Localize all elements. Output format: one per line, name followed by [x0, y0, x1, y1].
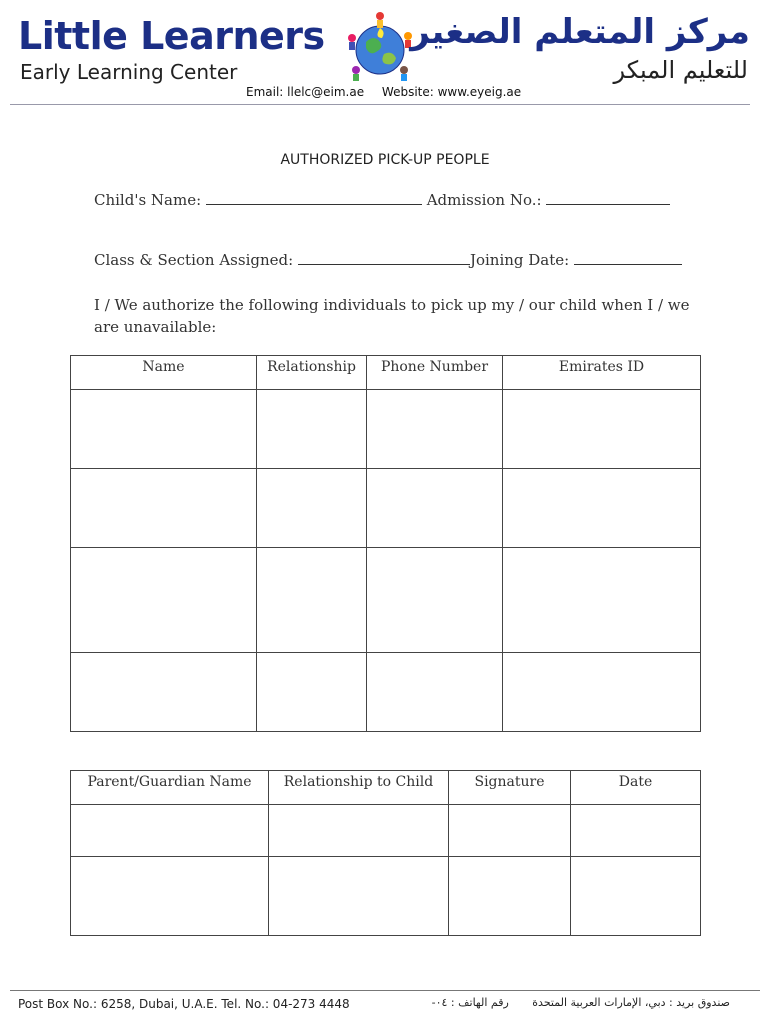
relationship-cell[interactable]	[269, 857, 449, 936]
table-row	[71, 390, 701, 469]
table-row	[71, 857, 701, 936]
relationship-cell[interactable]	[257, 390, 367, 469]
joining-date-label: Joining Date:	[469, 251, 570, 269]
contact-line	[246, 85, 521, 99]
brand-subtitle-english: Early Learning Center	[20, 60, 238, 84]
header-date: Date	[571, 771, 701, 805]
website-text: Website: www.eyeig.ae	[381, 85, 522, 99]
date-cell[interactable]	[571, 805, 701, 857]
authorization-statement: I / We authorize the following individuals to pick up my / our child when I / we are unavailable:	[94, 296, 690, 336]
child-info-line-1	[94, 190, 670, 209]
header-emirates-id: Emirates ID	[503, 356, 701, 390]
header-divider	[10, 104, 750, 105]
admission-label: Admission No.:	[426, 191, 542, 209]
relationship-cell[interactable]	[257, 469, 367, 548]
emirates-id-cell[interactable]	[503, 469, 701, 548]
name-cell[interactable]	[71, 653, 257, 732]
table-row	[71, 469, 701, 548]
header-name: Name	[71, 356, 257, 390]
emirates-id-cell[interactable]	[503, 548, 701, 653]
signature-cell[interactable]	[449, 805, 571, 857]
footer-address-english: Post Box No.: 6258, Dubai, U.A.E. Tel. No.: 04-273 4448	[18, 997, 350, 1011]
name-cell[interactable]	[71, 548, 257, 653]
footer-address-arabic: صندوق بريد : دبي، الإمارات العربية المتحدة	[532, 996, 730, 1009]
emirates-id-cell[interactable]	[503, 653, 701, 732]
guardian-signature-table	[70, 770, 701, 936]
child-name-label: Child's Name:	[94, 191, 202, 209]
relationship-cell[interactable]	[257, 653, 367, 732]
email-text: Email: llelc@eim.ae	[246, 85, 365, 99]
table-row	[71, 548, 701, 653]
pickup-persons-table	[70, 355, 701, 732]
header-phone-number: Phone Number	[367, 356, 503, 390]
table-row	[71, 805, 701, 857]
brand-name-arabic: مركز المتعلم الصغير	[410, 12, 750, 52]
joining-date-field[interactable]	[574, 250, 682, 265]
admission-field[interactable]	[546, 190, 670, 205]
brand-name-english: Little Learners	[18, 14, 325, 58]
child-name-field[interactable]	[206, 190, 422, 205]
relationship-cell[interactable]	[269, 805, 449, 857]
footer-divider	[10, 990, 760, 991]
phone-cell[interactable]	[367, 653, 503, 732]
brand-subtitle-arabic: للتعليم المبكر	[613, 56, 748, 84]
globe-with-children-icon	[340, 8, 420, 84]
class-section-label: Class & Section Assigned:	[94, 251, 294, 269]
footer-arabic	[412, 996, 730, 1009]
child-info-line-2	[94, 250, 682, 269]
name-cell[interactable]	[71, 390, 257, 469]
header-relationship-to-child: Relationship to Child	[269, 771, 449, 805]
signature-cell[interactable]	[449, 857, 571, 936]
table-header-row	[71, 771, 701, 805]
phone-cell[interactable]	[367, 469, 503, 548]
header-signature: Signature	[449, 771, 571, 805]
table-header-row	[71, 356, 701, 390]
form-title: AUTHORIZED PICK-UP PEOPLE	[280, 152, 490, 168]
header-relationship: Relationship	[257, 356, 367, 390]
guardian-name-cell[interactable]	[71, 857, 269, 936]
emirates-id-cell[interactable]	[503, 390, 701, 469]
phone-cell[interactable]	[367, 390, 503, 469]
phone-cell[interactable]	[367, 548, 503, 653]
relationship-cell[interactable]	[257, 548, 367, 653]
name-cell[interactable]	[71, 469, 257, 548]
header-guardian-name: Parent/Guardian Name	[71, 771, 269, 805]
date-cell[interactable]	[571, 857, 701, 936]
table-row	[71, 653, 701, 732]
guardian-name-cell[interactable]	[71, 805, 269, 857]
class-section-field[interactable]	[298, 250, 470, 265]
footer-phone-arabic: رقم الهاتف : ٠٤-	[431, 996, 509, 1009]
